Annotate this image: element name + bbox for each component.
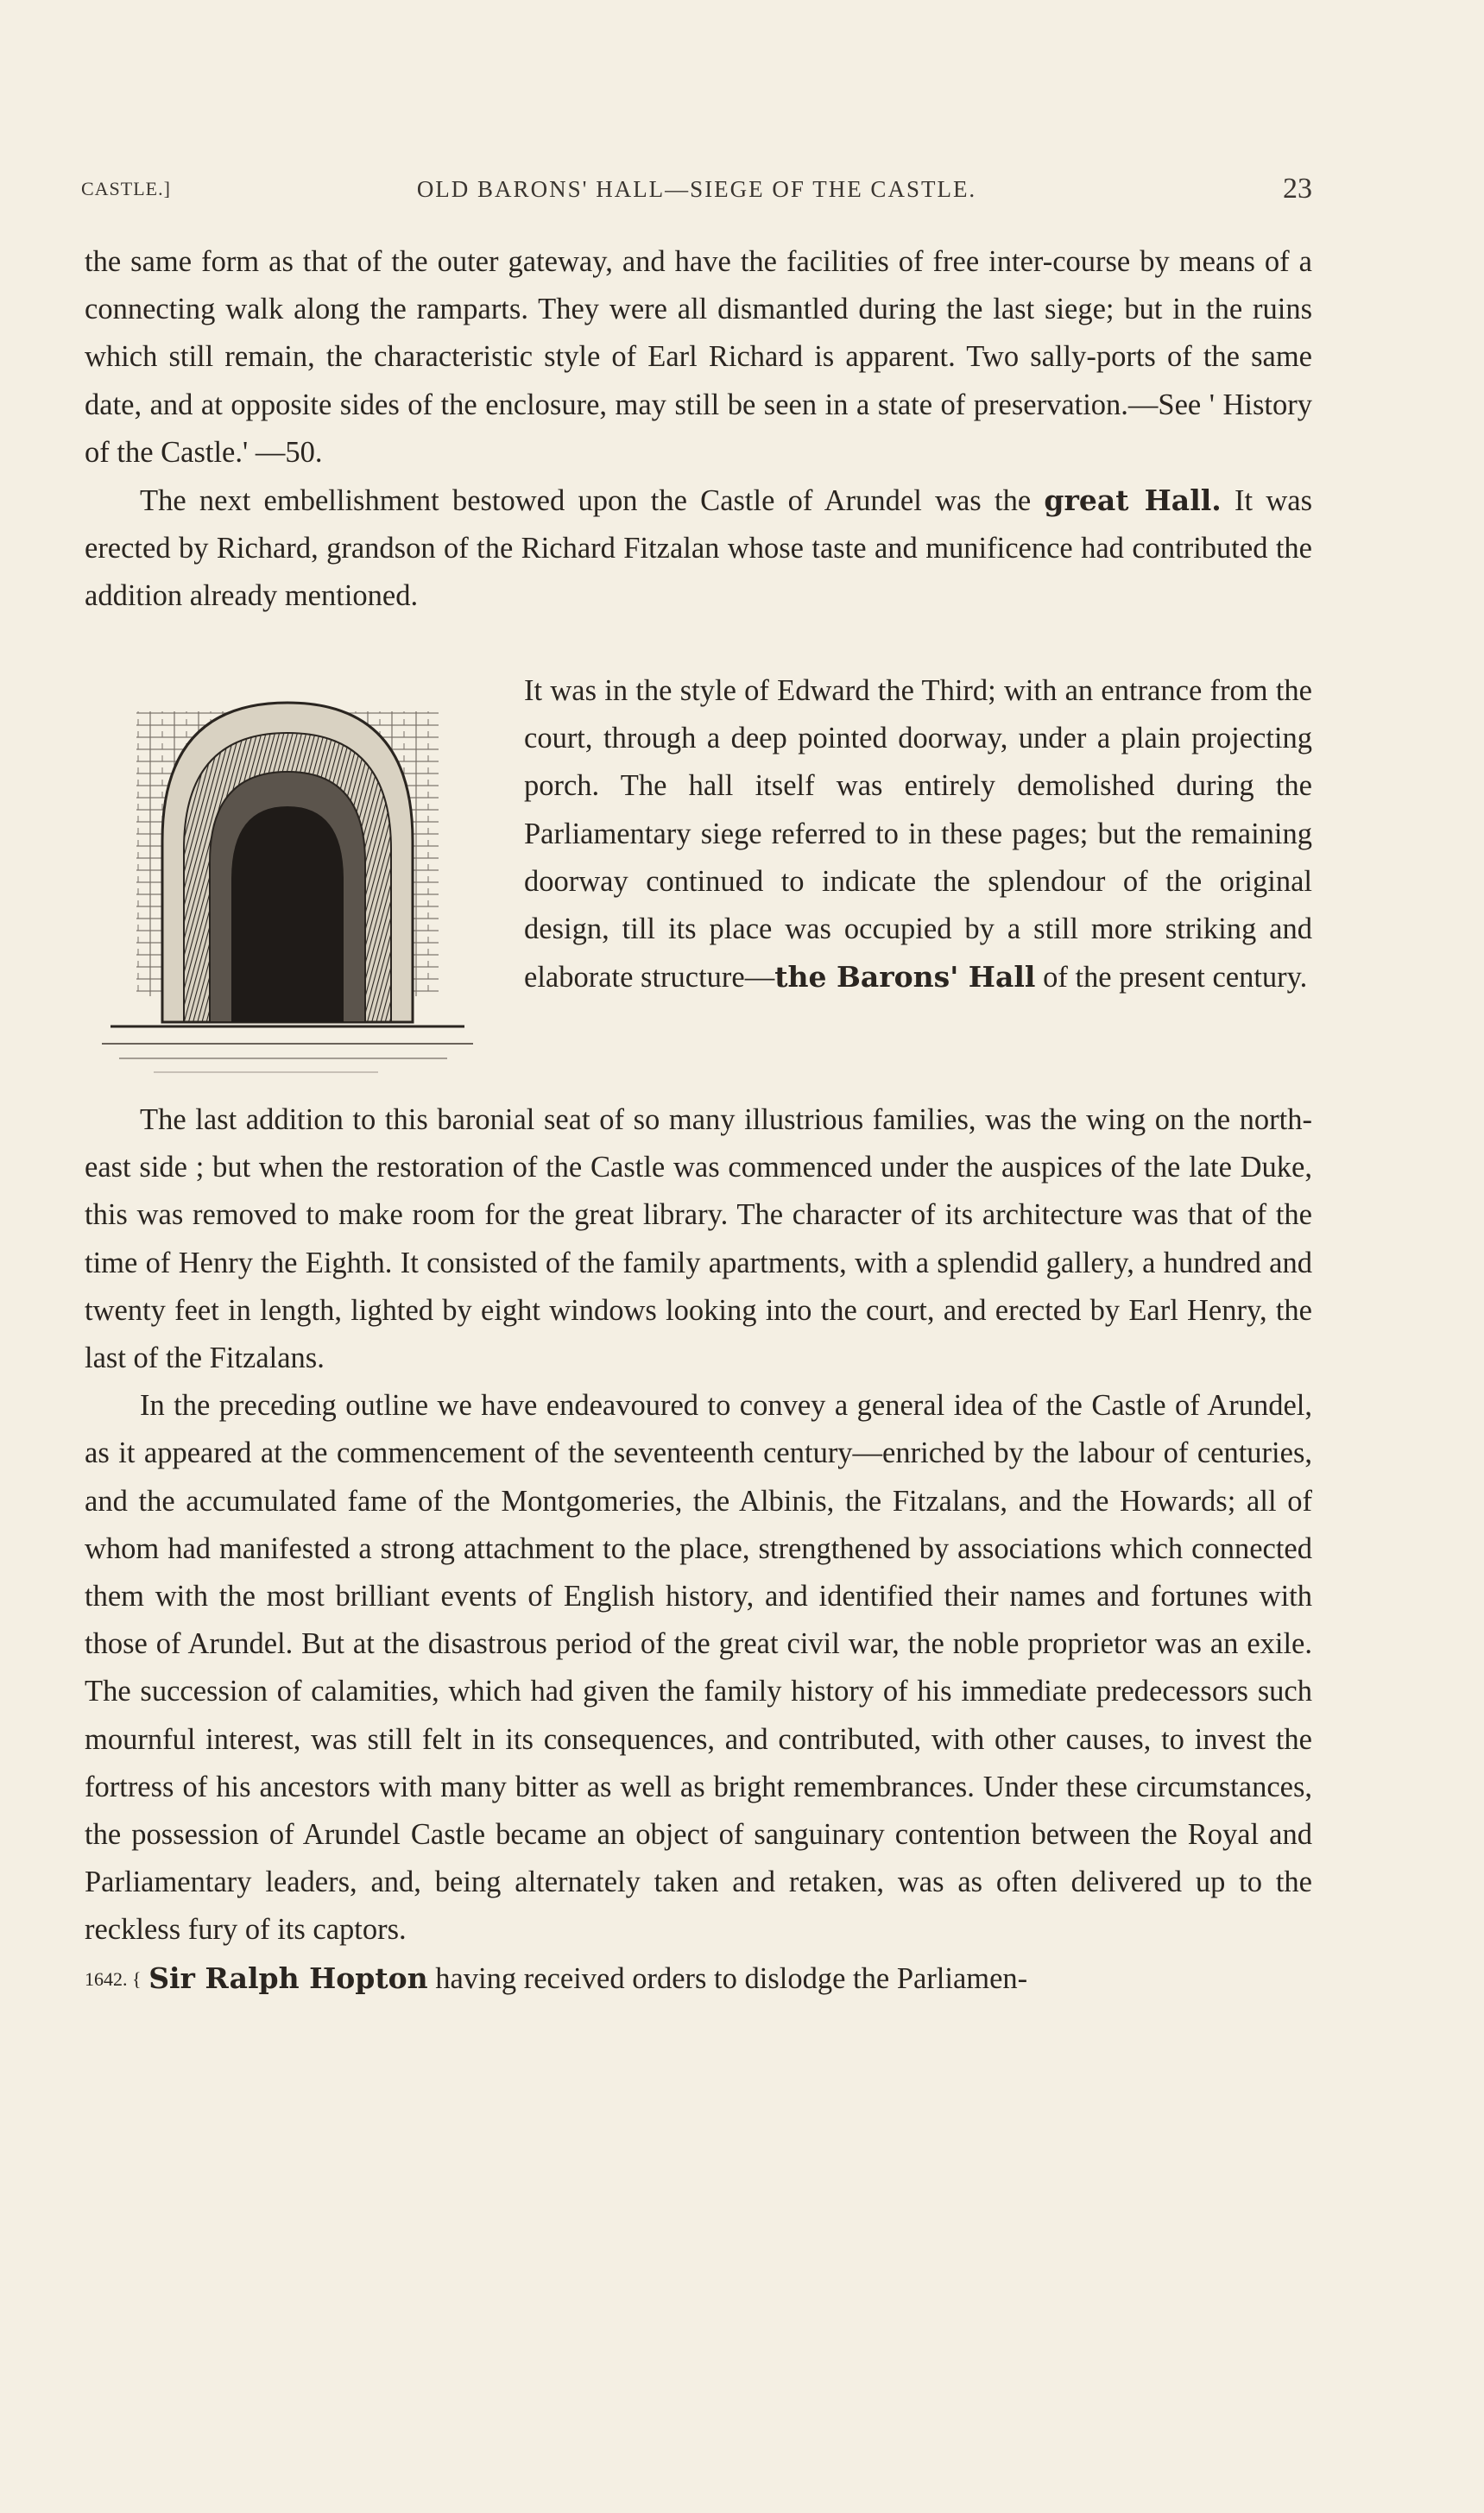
body-text-wrapped xyxy=(524,667,1312,1001)
paragraph-2 xyxy=(85,477,1312,621)
header-section: CASTLE.] xyxy=(81,178,171,199)
sir-ralph-hopton-blackletter: Sir Ralph Hopton xyxy=(148,1961,428,1995)
paragraph-5 xyxy=(85,1954,1312,2003)
paragraph-1: the same form as that of the outer gateway, and have the facilities of free inter-course by means of a connecting walk along the ramparts. They were all dismantled during the last siege; but in the ruins which still remain, the characteristic style of Earl Richard is apparent. Two sally-ports of the same date, and at opposite sides of the enclosure, may still be seen in a state of preservation.—See ' History of the Castle.' —50. xyxy=(85,245,1312,469)
paragraph-2-wrap-b: of the present century. xyxy=(1043,961,1308,994)
paragraph-5-rest: having received orders to dislodge the Parliamen- xyxy=(435,1961,1028,1995)
year-sidenote: 1642. { xyxy=(85,1967,142,1990)
page-number: 23 xyxy=(1283,173,1312,205)
header-title: OLD BARONS' HALL—SIEGE OF THE CASTLE. xyxy=(416,176,977,202)
paragraph-2-start: The next embellishment bestowed upon the Castle of Arundel was the xyxy=(140,484,1032,518)
paragraph-2-wrap xyxy=(524,667,1312,1001)
paragraph-3: The last addition to this baronial seat of so many illustrious families, was the wing on the north-east side ; but when the restoration of the Castle was commenced under the auspices of the late Duke, this was removed to make room for the great library. The character of its architecture was that of the time of Henry the Eighth. It consisted of the family apartments, with a splendid gallery, a hundred and twenty feet in length, lighted by eight windows looking into the court, and erected by Earl Henry, the last of the Fitzalans. xyxy=(85,1103,1312,1375)
body-text-upper xyxy=(85,238,1312,621)
doorway-engraving-icon xyxy=(102,677,482,1077)
barons-hall-blackletter: the Barons' Hall xyxy=(774,960,1036,994)
great-hall-blackletter: great Hall. xyxy=(1044,483,1222,518)
paragraph-4: In the preceding outline we have endeavoured to convey a general idea of the Castle of Arundel, as it appeared at the commencement of the seventeenth century—enriched by the labour of centuries, and the accumulated fame of the Montgomeries, the Albinis, the Fitzalans, and the Howards; all of whom had manifested a strong attachment to the place, strengthened by associations which connected them with the most brilliant events of English history, and identified their names and fortunes with those of Arundel. But at the disastrous period of the great civil war, the noble proprietor was an exile. The succession of calamities, which had given the family history of his immediate predecessors such mournful interest, was still felt in its consequences, and contributed, with other causes, to invest the fortress of his ancestors with many bitter as well as bright remembrances. Under these circumstances, the possession of Arundel Castle became an object of sanguinary contention between the Royal and Parliamentary leaders, and, being alternately taken and retaken, was as often delivered up to the reckless fury of its captors. xyxy=(85,1389,1312,1947)
running-header xyxy=(81,173,1312,211)
paragraph-2-mid: It was erected by Richard, grandson of the Richard Fitzalan whose taste and munificence had contributed the addition already mentioned. xyxy=(85,484,1313,613)
body-text-lower xyxy=(85,1096,1312,2003)
paragraph-2-wrap-a: It was in the style of Edward the Third; with an entrance from the court, through a deep pointed doorway, under a plain projecting porch. The hall itself was entirely demolished during the Parliamentary siege referred to in these pages; but the remaining doorway continued to indicate the splendour of the original design, till its place was occupied by a still more striking and elaborate structure— xyxy=(524,674,1312,994)
